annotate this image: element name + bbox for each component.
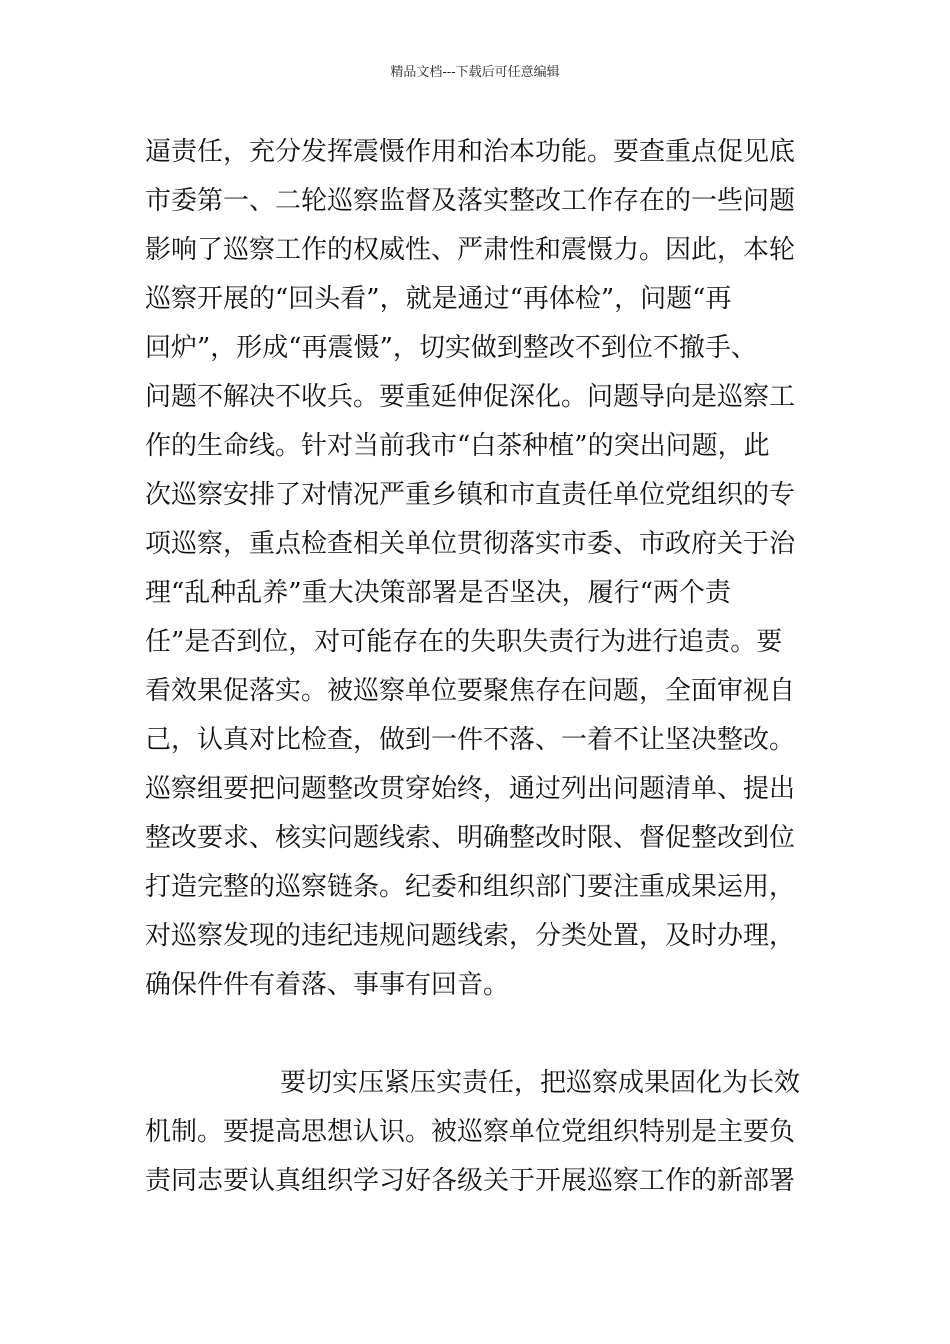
text-line: 要切实压紧压实责任，把巡察成果固化为长效 — [280, 1068, 801, 1098]
text-line: 项巡察，重点检查相关单位贯彻落实市委、市政府关于治 — [145, 529, 796, 559]
text-line: 任”是否到位，对可能存在的失职失责行为进行追责。要 — [145, 627, 783, 657]
text-line: 机制。要提高思想认识。被巡察单位党组织特别是主要负 — [145, 1117, 796, 1147]
text-line: 责同志要认真组织学习好各级关于开展巡察工作的新部署 — [145, 1166, 796, 1196]
text-line: 理“乱种乱养”重大决策部署是否坚决，履行“两个责 — [145, 578, 731, 608]
text-line: 作的生命线。针对当前我市“白茶种植”的突出问题，此 — [145, 431, 770, 461]
text-line: 整改要求、核实问题线索、明确整改时限、督促整改到位 — [145, 823, 796, 853]
text-line: 己，认真对比检查，做到一件不落、一着不让坚决整改。 — [145, 725, 796, 755]
page-header: 精品文档---下载后可任意编辑 — [390, 65, 560, 80]
text-line: 确保件件有着落、事事有回音。 — [145, 970, 510, 1000]
text-line: 巡察组要把问题整改贯穿始终，通过列出问题清单、提出 — [145, 774, 796, 804]
text-line: 打造完整的巡察链条。纪委和组织部门要注重成果运用， — [145, 872, 796, 902]
paragraph-2 — [145, 1059, 810, 1206]
text-line: 逼责任，充分发挥震慑作用和治本功能。要查重点促见底 — [145, 137, 796, 167]
text-line: 巡察开展的“回头看”，就是通过“再体检”，问题“再 — [145, 284, 732, 314]
paragraph-1 — [145, 128, 810, 1010]
text-line: 市委第一、二轮巡察监督及落实整改工作存在的一些问题 — [145, 186, 796, 216]
text-line: 看效果促落实。被巡察单位要聚焦存在问题，全面审视自 — [145, 676, 796, 706]
text-line: 问题不解决不收兵。要重延伸促深化。问题导向是巡察工 — [145, 382, 796, 412]
paragraph-gap — [145, 1010, 810, 1059]
document-body — [145, 128, 810, 1206]
text-line: 次巡察安排了对情况严重乡镇和市直责任单位党组织的专 — [145, 480, 796, 510]
text-line: 回炉”，形成“再震慑”，切实做到整改不到位不撤手、 — [145, 333, 757, 363]
text-line: 影响了巡察工作的权威性、严肃性和震慑力。因此，本轮 — [145, 235, 796, 265]
text-line: 对巡察发现的违纪违规问题线索，分类处置，及时办理， — [145, 921, 796, 951]
